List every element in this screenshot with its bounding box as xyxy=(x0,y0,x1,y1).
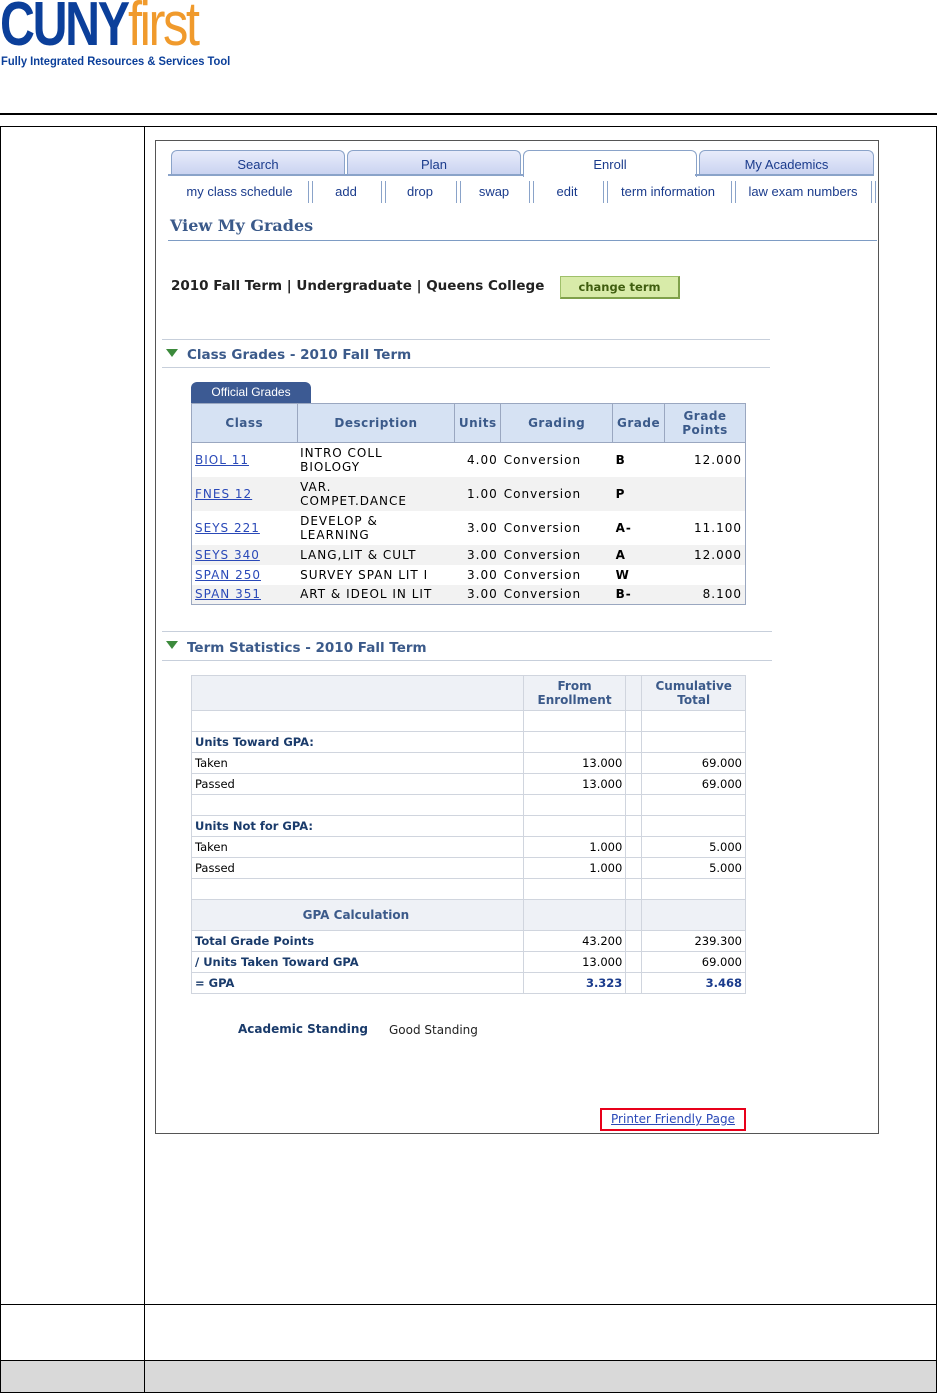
grade-cell: B xyxy=(613,443,665,477)
collapse-triangle-icon[interactable] xyxy=(166,641,178,649)
subtab-term-information[interactable]: term information xyxy=(621,184,715,199)
class-link[interactable]: BIOL 11 xyxy=(195,452,249,467)
tab-search[interactable]: Search xyxy=(171,150,345,175)
table-row xyxy=(192,973,746,994)
grading-cell: Conversion xyxy=(501,511,613,545)
table-row xyxy=(192,900,746,931)
col-cumulative-total: Cumulative Total xyxy=(642,676,746,711)
value-cell: 13.000 xyxy=(523,753,626,774)
col-grade: Grade xyxy=(613,404,665,443)
class-grades-heading: Class Grades - 2010 Fall Term xyxy=(187,347,412,363)
table-row xyxy=(192,931,746,952)
value-cell: 5.000 xyxy=(642,837,746,858)
grade-cell: W xyxy=(613,565,665,585)
description-cell: LANG,LIT & CULT xyxy=(297,545,455,565)
col-from-enrollment: From Enrollment xyxy=(523,676,626,711)
taken-label: Taken xyxy=(192,837,524,858)
table-row xyxy=(192,837,746,858)
subtab-swap[interactable]: swap xyxy=(478,184,510,199)
value-cell: 239.300 xyxy=(642,931,746,952)
description-cell: DEVELOP & LEARNING xyxy=(297,511,455,545)
description-cell: VAR. COMPET.DANCE xyxy=(297,477,455,511)
subtab-separator xyxy=(871,181,876,203)
grading-cell: Conversion xyxy=(501,545,613,565)
header-rule xyxy=(0,113,937,115)
term-statistics-heading: Term Statistics - 2010 Fall Term xyxy=(187,640,427,656)
frame-row-sep2 xyxy=(0,1360,937,1361)
logo-first-text: first xyxy=(128,0,198,59)
table-row xyxy=(192,858,746,879)
taken-label: Taken xyxy=(192,753,524,774)
table-row xyxy=(192,545,746,565)
grade-points-cell xyxy=(665,565,746,585)
term-statistics-table xyxy=(191,675,746,994)
logo-cuny-text: CUNY xyxy=(0,0,128,59)
description-cell: INTRO COLL BIOLOGY xyxy=(297,443,455,477)
units-cell: 1.00 xyxy=(455,477,501,511)
table-row xyxy=(192,511,746,545)
passed-label: Passed xyxy=(192,774,524,795)
units-cell: 3.00 xyxy=(455,565,501,585)
gpa-calculation-label: GPA Calculation xyxy=(192,900,524,931)
grade-points-cell: 12.000 xyxy=(665,443,746,477)
academic-standing-value: Good Standing xyxy=(389,1023,478,1037)
subtab-my-class-schedule[interactable]: my class schedule xyxy=(186,184,293,199)
table-row xyxy=(192,816,746,837)
subtab-edit[interactable]: edit xyxy=(556,184,578,199)
value-cell: 5.000 xyxy=(642,858,746,879)
table-row xyxy=(192,774,746,795)
table-row xyxy=(192,565,746,585)
grade-cell: A- xyxy=(613,511,665,545)
section-rule xyxy=(162,631,772,632)
gpa-value-cell: 3.323 xyxy=(523,973,626,994)
tab-baseline xyxy=(168,174,874,176)
class-link[interactable]: SEYS 221 xyxy=(195,520,260,535)
collapse-triangle-icon[interactable] xyxy=(166,349,178,357)
col-grade-points: Grade Points xyxy=(665,404,746,443)
units-taken-toward-gpa-label: / Units Taken Toward GPA xyxy=(192,952,524,973)
table-gray-row xyxy=(0,1360,937,1393)
logo-tagline: Fully Integrated Resources & Services Tool xyxy=(1,54,231,68)
gpa-value-cell: 3.468 xyxy=(642,973,746,994)
grade-points-cell: 12.000 xyxy=(665,545,746,565)
class-link[interactable]: FNES 12 xyxy=(195,486,253,501)
units-cell: 4.00 xyxy=(455,443,501,477)
value-cell: 69.000 xyxy=(642,952,746,973)
term-info-line: 2010 Fall Term | Undergraduate | Queens College xyxy=(171,278,545,294)
frame-top xyxy=(0,126,937,127)
subtab-drop[interactable]: drop xyxy=(406,184,434,199)
units-cell: 3.00 xyxy=(455,585,501,605)
grading-cell: Conversion xyxy=(501,565,613,585)
table-row xyxy=(192,732,746,753)
value-cell: 13.000 xyxy=(523,774,626,795)
total-grade-points-label: Total Grade Points xyxy=(192,931,524,952)
tab-plan[interactable]: Plan xyxy=(347,150,521,175)
section-rule xyxy=(162,367,770,368)
grade-points-cell: 11.100 xyxy=(665,511,746,545)
subtab-law-exam-numbers[interactable]: law exam numbers xyxy=(748,184,858,199)
grades-table xyxy=(191,403,746,605)
table-row xyxy=(192,952,746,973)
table-row xyxy=(192,795,746,816)
grade-points-cell: 8.100 xyxy=(665,585,746,605)
units-cell: 3.00 xyxy=(455,511,501,545)
frame-left xyxy=(0,126,1,1393)
class-link[interactable]: SEYS 340 xyxy=(195,547,260,562)
printer-friendly-link[interactable]: Printer Friendly Page xyxy=(600,1108,746,1131)
frame-mid xyxy=(144,126,145,1393)
tab-enroll[interactable]: Enroll xyxy=(523,150,697,177)
grade-cell: B- xyxy=(613,585,665,605)
section-rule xyxy=(162,660,772,661)
academic-standing-label: Academic Standing xyxy=(238,1022,368,1036)
col-class: Class xyxy=(192,404,298,443)
table-row xyxy=(192,585,746,605)
section-rule xyxy=(162,339,770,340)
table-row xyxy=(192,443,746,477)
grading-cell: Conversion xyxy=(501,443,613,477)
table-row xyxy=(192,753,746,774)
description-cell: ART & IDEOL IN LIT xyxy=(297,585,455,605)
value-cell: 1.000 xyxy=(523,837,626,858)
value-cell: 43.200 xyxy=(523,931,626,952)
units-toward-gpa-label: Units Toward GPA: xyxy=(192,732,524,753)
official-grades-tab[interactable]: Official Grades xyxy=(191,382,311,403)
grading-cell: Conversion xyxy=(501,585,613,605)
units-not-for-gpa-label: Units Not for GPA: xyxy=(192,816,524,837)
subtab-add[interactable]: add xyxy=(335,184,357,199)
cunyfirst-logo xyxy=(0,0,240,70)
col-units: Units xyxy=(455,404,501,443)
grade-points-cell xyxy=(665,477,746,511)
col-description: Description xyxy=(297,404,455,443)
value-cell: 69.000 xyxy=(642,753,746,774)
change-term-button[interactable]: change term xyxy=(560,276,680,299)
active-tab-gap xyxy=(524,174,695,176)
grade-cell: A xyxy=(613,545,665,565)
value-cell: 13.000 xyxy=(523,952,626,973)
value-cell: 69.000 xyxy=(642,774,746,795)
page-title: View My Grades xyxy=(170,216,314,235)
tab-my-academics[interactable]: My Academics xyxy=(699,150,874,175)
frame-row-sep xyxy=(0,1304,937,1305)
table-row xyxy=(192,711,746,732)
title-rule xyxy=(168,240,877,241)
table-row xyxy=(192,477,746,511)
passed-label: Passed xyxy=(192,858,524,879)
class-link[interactable]: SPAN 351 xyxy=(195,587,261,602)
col-grading: Grading xyxy=(501,404,613,443)
table-row xyxy=(192,879,746,900)
stats-blank-header xyxy=(192,676,524,711)
class-link[interactable]: SPAN 250 xyxy=(195,567,261,582)
grade-cell: P xyxy=(613,477,665,511)
units-cell: 3.00 xyxy=(455,545,501,565)
grading-cell: Conversion xyxy=(501,477,613,511)
gpa-label: = GPA xyxy=(192,973,524,994)
value-cell: 1.000 xyxy=(523,858,626,879)
stats-spacer-header xyxy=(626,676,642,711)
description-cell: SURVEY SPAN LIT I xyxy=(297,565,455,585)
